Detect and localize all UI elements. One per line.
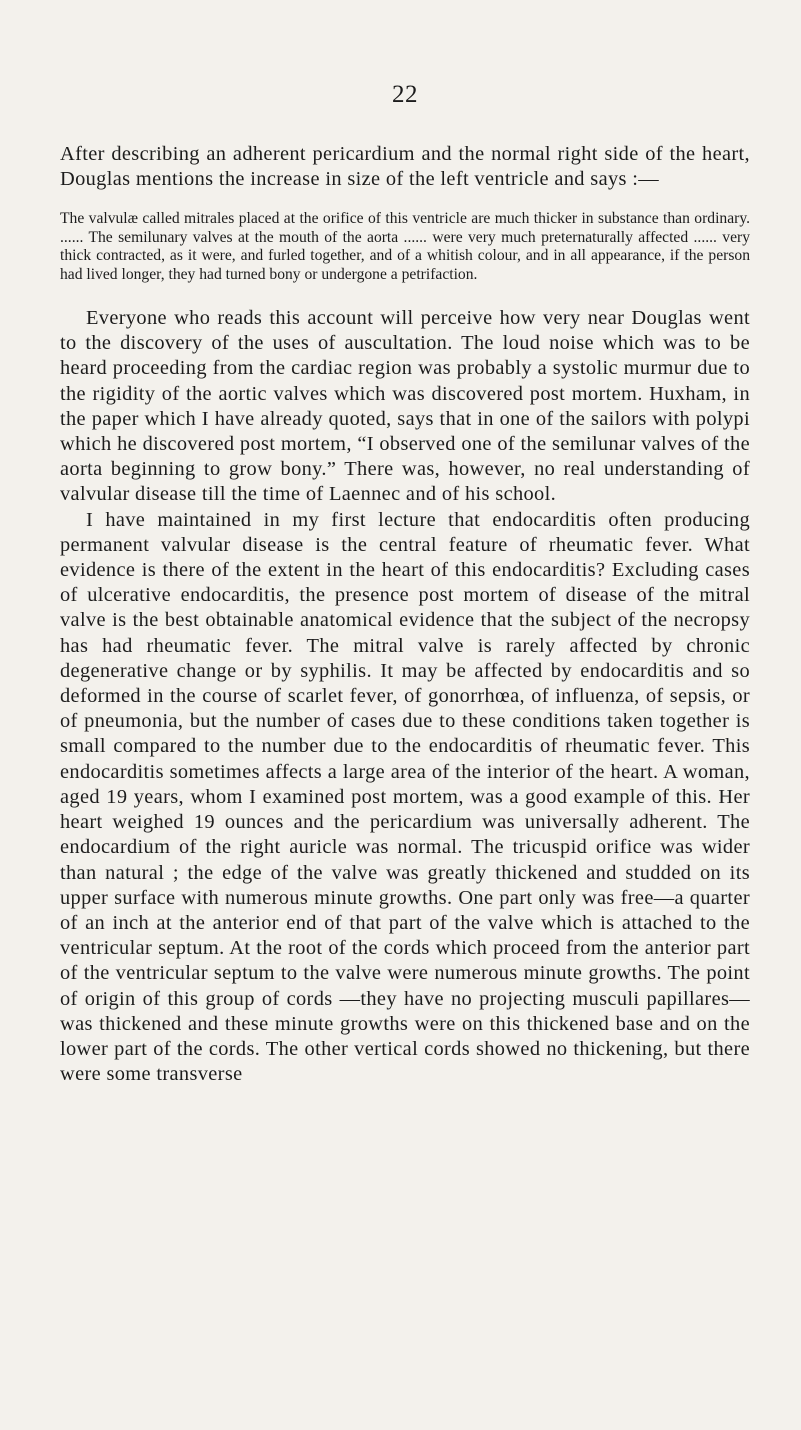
body-paragraph-1: Everyone who reads this account will perceive how very near Douglas went to the discovery of the uses of auscultation. The loud noise which was to be heard proceeding from the cardiac region was probably a systolic murmur due to the rigidity of the aortic valves which was discovered post mortem. Huxham, in the paper which I have already quoted, says that in one of the sailors with polypi which he discovered post mortem, “I observed one of the semilunar valves of the aorta beginning to grow bony.” There was, however, no real understanding of valvular disease till the time of Laennec and of his school. (60, 307, 750, 506)
block-quote: The valvulæ called mitrales placed at the orifice of this ventricle are much thicker in substance than ordinary. ...... The semilunary valves at the mouth of the aorta ...... were very much preternaturally affected ...... very thick contracted, as it were, and furled together, and of a whitish colour, and in all appearance, if the person had lived longer, they had turned bony or undergone a petrifaction. (60, 210, 750, 283)
intro-paragraph: After describing an adherent pericardium and the normal right side of the heart, Douglas mentions the increase in size of the left ventricle and says :— (60, 143, 750, 191)
page-number: 22 (392, 81, 418, 108)
body-paragraph-2: I have maintained in my first lecture that endocarditis often producing permanent valvular disease is the central feature of rheumatic fever. What evidence is there of the extent in the heart of this endocarditis? Excluding cases of ulcerative endocarditis, the presence post mortem of disease of the mitral valve is the best obtainable anatomical evidence that the subject of the necropsy has had rheumatic fever. The mitral valve is rarely affected by chronic degenerative change or by syphilis. It may be affected by endocarditis and so deformed in the course of scarlet fever, of gonorrhœa, of influenza, of sepsis, or of pneumonia, but the number of cases due to these conditions taken together is small compared to the number due to the endocarditis of rheumatic fever. This endocarditis sometimes affects a large area of the interior of the heart. A woman, aged 19 years, whom I examined post mortem, was a good example of this. Her heart weighed 19 ounces and the pericardium was universally adherent. The endocardium of the right auricle was normal. The tricuspid orifice was wider than natural ; the edge of the valve was greatly thickened and studded on its upper surface with numerous minute growths. One part only was free—a quarter of an inch at the anterior end of that part of the valve which is attached to the ventricular septum. At the root of the cords which proceed from the anterior part of the ventricular septum to the valve were numerous minute growths. The point of origin of this group of cords —they have no projecting musculi papillares—was thickened and these minute growths were on this thickened base and on the lower part of the cords. The other vertical cords showed no thickening, but there were some transverse (60, 508, 750, 1086)
document-page (60, 80, 750, 1087)
